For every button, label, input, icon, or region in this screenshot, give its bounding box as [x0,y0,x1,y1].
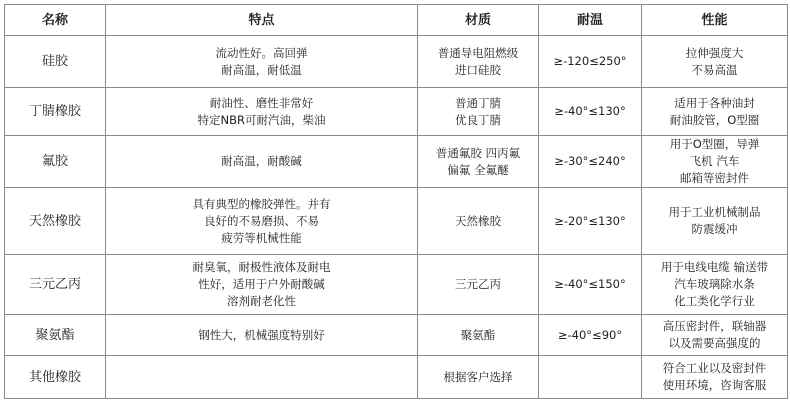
cell-name: 三元乙丙 [5,255,106,315]
cell-temp [539,356,642,399]
performance-line: 飞机 汽车 [689,154,740,168]
performance-line: 符合工业以及密封件 [662,361,767,375]
header-name: 名称 [5,5,106,36]
cell-material [418,188,539,255]
table-row [5,255,788,315]
cell-features [106,88,418,136]
table-body [5,36,788,399]
cell-name: 天然橡胶 [5,188,106,255]
cell-features [106,136,418,188]
performance-line: 高压密封件，联轴器 [662,319,767,333]
feature-line: 性好，适用于户外耐酸碱 [198,277,325,291]
performance-line: 汽车玻璃除水条 [674,277,755,291]
performance-line: 以及需要高强度的 [668,336,761,350]
material-line: 普通丁腈 [455,95,501,110]
material-line: 三元乙丙 [455,277,501,291]
cell-performance [642,36,788,88]
material-line: 优良丁腈 [455,112,501,127]
performance-line: 适用于各种油封 [674,95,755,110]
feature-line: 耐油性、磨性非常好 [209,95,314,110]
performance-line: 耐油胶管，O型圈 [669,112,760,127]
cell-temp: ≥-40°≤90° [539,315,642,356]
cell-performance [642,188,788,255]
cell-features [106,36,418,88]
performance-line: 邮箱等密封件 [680,171,749,185]
feature-line: 特定NBR可耐汽油，柴油 [197,112,326,127]
material-line: 根据客户选择 [443,369,513,384]
material-line: 普通氟胶 四丙氟 [435,145,521,160]
header-row [5,5,788,36]
cell-features [106,356,418,399]
material-line: 偏氟 全氟醚 [447,162,509,177]
feature-line: 具有典型的橡胶弹性。并有 [192,196,331,211]
feature-line: 钢性大，机械强度特别好 [198,327,325,342]
performance-line: 用于O型圈，导弹 [669,137,760,151]
feature-line: 耐臭氧，耐极性液体及耐电 [192,260,331,274]
cell-temp: ≥-40°≤150° [539,255,642,315]
cell-temp: ≥-20°≤130° [539,188,642,255]
feature-line: 耐高温，耐酸碱 [221,154,302,168]
table-row [5,36,788,88]
feature-line: 耐高温，耐低温 [221,62,302,77]
cell-material [418,315,539,356]
table-row [5,188,788,255]
cell-temp: ≥-120≤250° [539,36,642,88]
feature-line: 流动性好。高回弹 [215,45,308,60]
material-line: 进口硅胶 [455,62,501,77]
cell-temp: ≥-40°≤130° [539,88,642,136]
cell-temp: ≥-30°≤240° [539,136,642,188]
cell-performance [642,356,788,399]
performance-line: 不易高温 [691,62,738,77]
performance-line: 防震缓冲 [691,222,738,236]
header-performance: 性能 [642,5,788,36]
feature-line: 良好的不易磨损、不易 [204,213,319,228]
performance-line: 使用环境，咨询客服 [662,378,767,392]
performance-line: 拉伸强度大 [685,45,744,60]
cell-name: 丁腈橡胶 [5,88,106,136]
material-line: 聚氨酯 [460,327,496,342]
table-row [5,136,788,188]
cell-material [418,88,539,136]
cell-material [418,36,539,88]
material-line: 普通导电阻燃级 [437,45,519,60]
performance-line: 化工类化学行业 [674,294,755,308]
cell-performance [642,255,788,315]
performance-line: 用于工业机械制品 [668,205,761,219]
cell-features [106,188,418,255]
cell-performance [642,136,788,188]
table-row [5,315,788,356]
cell-performance [642,88,788,136]
cell-performance [642,315,788,356]
rubber-comparison-table [4,4,788,399]
table-row [5,356,788,399]
header-temp: 耐温 [539,5,642,36]
feature-line: 疲劳等机械性能 [221,230,302,245]
header-features: 特点 [106,5,418,36]
performance-line: 用于电线电缆 输送带 [660,260,769,274]
cell-features [106,255,418,315]
header-material: 材质 [418,5,539,36]
cell-name: 聚氨酯 [5,315,106,356]
cell-material [418,356,539,399]
cell-name: 氟胶 [5,136,106,188]
cell-name: 硅胶 [5,36,106,88]
cell-features [106,315,418,356]
material-line: 天然橡胶 [455,213,501,228]
cell-material [418,136,539,188]
table-row [5,88,788,136]
cell-material [418,255,539,315]
feature-line: 溶剂耐老化性 [227,294,296,308]
cell-name: 其他橡胶 [5,356,106,399]
